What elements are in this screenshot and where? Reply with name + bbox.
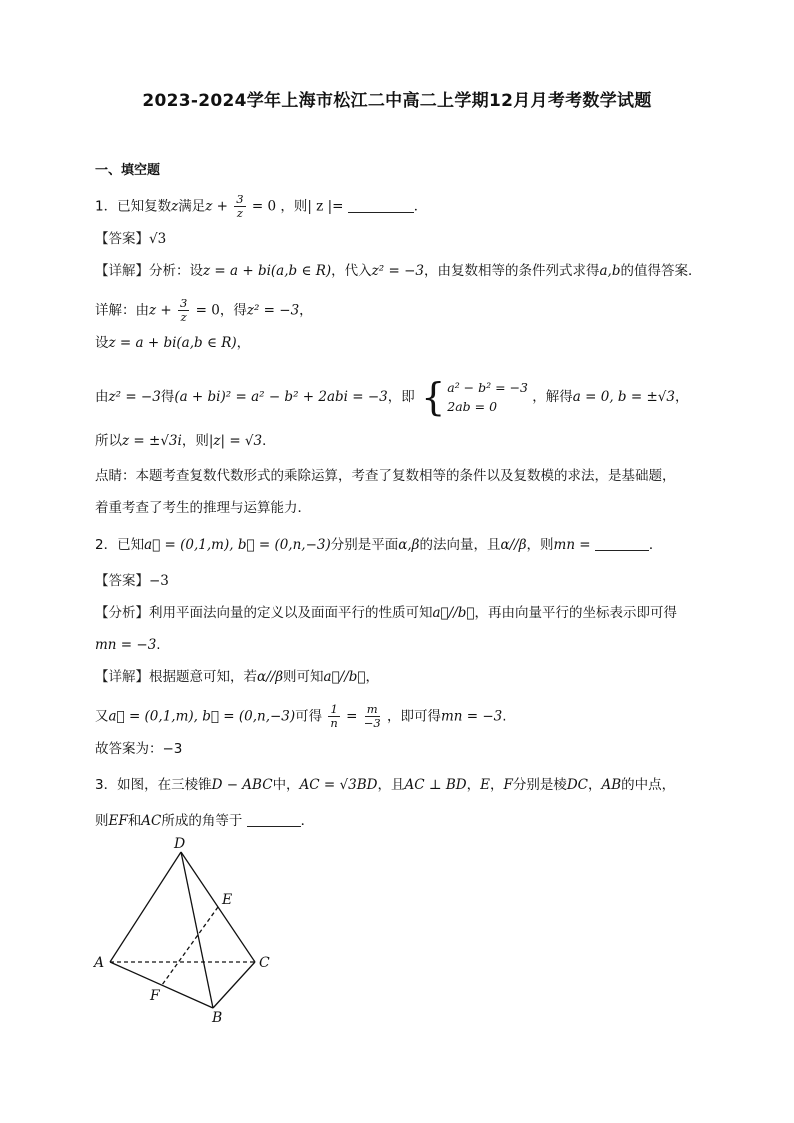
answer-line: 【答案】√3: [95, 231, 167, 247]
detail-line: 详解：由z + $\frac{3}{z}$ = 0，得z² = −3，: [95, 296, 313, 324]
question-2: 2．已知a⃗ = (0,1,m), b⃗ = (0,n,−3)分别是平面α,β的法向量，且α//β，则mn = ．: [95, 537, 663, 553]
detail-line: 【详解】分析：设z = a + bi(a,b ∈ R)，代入z² = −3，由复数相等的条件列式求得a,b的值得答案．: [95, 263, 702, 279]
answer-blank: [247, 812, 301, 827]
label-F: F: [150, 988, 160, 1004]
question-3-cont: 则EF和AC所成的角等于 ．: [95, 813, 315, 829]
label-D: D: [174, 836, 186, 852]
page-title: 2023-2024学年上海市松江二中高二上学期12月月考考数学试题: [142, 91, 652, 111]
answer-blank: [595, 536, 649, 551]
answer-line: 【答案】−3: [95, 573, 169, 589]
question-1: 1．已知复数z满足z + $\frac{3}{z}$ = 0 ，则| z |= ．: [95, 192, 428, 220]
note-line: 点睛：本题考查复数代数形式的乘除运算，考查了复数相等的条件以及复数模的求法，是基础题，: [95, 468, 676, 484]
section-heading: 一、填空题: [95, 163, 161, 178]
fraction: $\frac{m}{-3}$: [363, 702, 381, 730]
question-3: 3．如图，在三棱锥D − ABC中，AC = √3BD，且AC ⊥ BD，E，F分别是棱DC，AB的中点，: [95, 777, 676, 793]
detail-line: 所以z = ±√3i，则|z| = √3．: [95, 433, 276, 449]
note-line: 着重考查了考生的推理与运算能力．: [95, 500, 311, 516]
tetrahedron-figure: [88, 834, 288, 1024]
edge-AB: [110, 962, 213, 1008]
analysis-line: 【分析】利用平面法向量的定义以及面面平行的性质可知a⃗//b⃗，再由向量平行的坐标表示即可得: [95, 605, 677, 621]
analysis-line: mn = −3.: [95, 637, 161, 653]
label-E: E: [222, 892, 233, 908]
equation-system: { a² − b² = −3 2ab = 0: [421, 375, 528, 419]
label-B: B: [212, 1010, 223, 1024]
detail-line: 又a⃗ = (0,1,m), b⃗ = (0,n,−3)可得 $\frac{1}{n}$ = $\frac{m}{-3}$ ，即可得mn = −3.: [95, 702, 507, 730]
segment-EF-hidden: [162, 907, 218, 985]
edge-BC: [213, 962, 255, 1008]
detail-line: 【详解】根据题意可知，若α//β则可知a⃗//b⃗，: [95, 669, 380, 685]
label-A: A: [94, 955, 105, 971]
label-C: C: [259, 955, 270, 971]
answer-blank: [348, 198, 414, 213]
fraction: $\frac{3}{z}$: [236, 192, 244, 220]
edge-DA: [110, 852, 181, 962]
detail-line: 由z² = −3得(a + bi)² = a² − b² + 2abi = −3，即 { a² − b² = −3 2ab = 0 ，解得a = 0, b = ±√3，: [95, 375, 689, 419]
final-answer: 故答案为：−3: [95, 741, 183, 757]
detail-line: 设z = a + bi(a,b ∈ R)，: [95, 335, 251, 351]
fraction: $\frac{1}{n}$: [330, 702, 338, 730]
fraction: $\frac{3}{z}$: [180, 296, 188, 324]
